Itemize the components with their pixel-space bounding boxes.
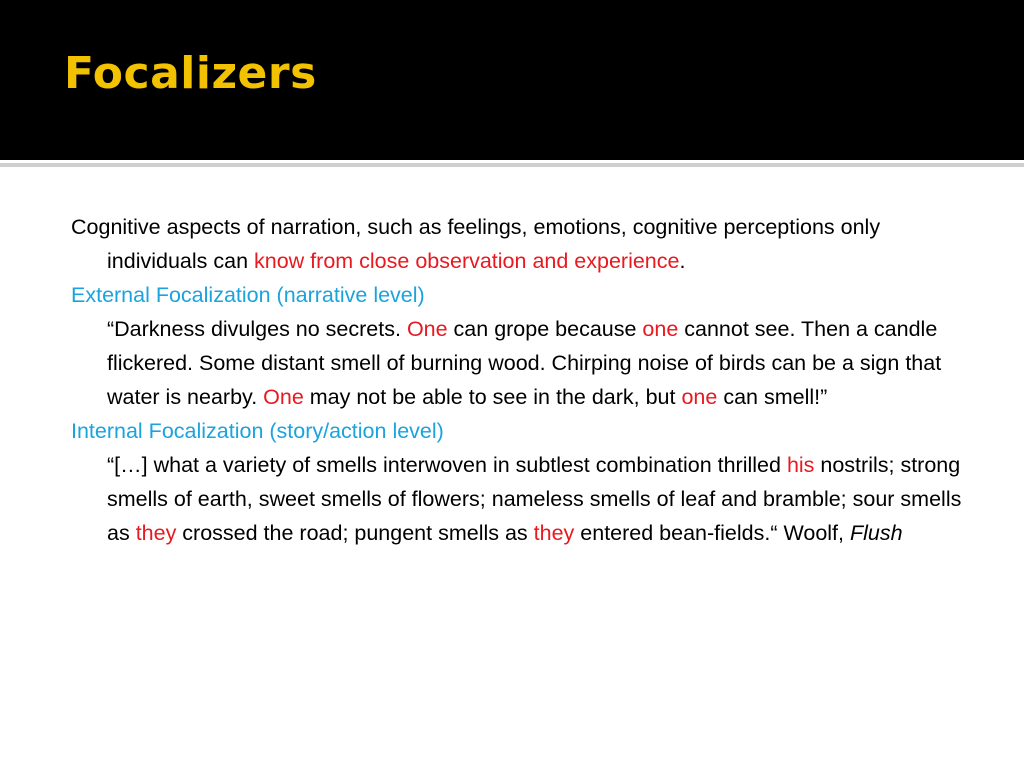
quote-highlight: One: [263, 385, 304, 409]
quote-text: can grope because: [447, 317, 643, 341]
book-title: Flush: [849, 521, 903, 545]
quote-text: cannot see. Then a candle flickered. Some distant smell of burning wood. Chirping noise of birds can be a sign that water is nearby.: [107, 317, 942, 409]
quote-text: nostrils; strong smells of earth, sweet smells of flowers; nameless smells of leaf and bramble; sour smells as: [107, 453, 962, 545]
slide-title: Focalizers: [64, 48, 317, 99]
quote-text: entered bean-fields.“ Woolf,: [574, 521, 850, 545]
intro-highlight: know from close observation and experience: [254, 249, 680, 273]
external-focalization-quote: [71, 312, 971, 414]
quote-text: “Darkness divulges no secrets.: [107, 317, 407, 341]
quote-highlight: one: [642, 317, 679, 341]
internal-focalization-quote: [71, 448, 971, 550]
intro-text: Cognitive aspects of narration, such as feelings, emotions, cognitive perceptions only individuals can: [71, 215, 881, 273]
quote-text: can smell!”: [717, 385, 828, 409]
quote-highlight: they: [135, 521, 177, 545]
quote-highlight: his: [786, 453, 815, 477]
quote-text: may not be able to see in the dark, but: [303, 385, 682, 409]
intro-paragraph: [71, 210, 971, 278]
intro-end: .: [679, 249, 686, 273]
external-focalization-heading: External Focalization (narrative level): [71, 283, 425, 307]
quote-highlight: One: [406, 317, 448, 341]
quote-text: crossed the road; pungent smells as: [176, 521, 534, 545]
quote-highlight: one: [681, 385, 718, 409]
title-divider: [0, 163, 1024, 167]
quote-text: “[…] what a variety of smells interwoven in subtlest combination thrilled: [107, 453, 787, 477]
internal-focalization-heading: Internal Focalization (story/action level): [71, 419, 444, 443]
quote-highlight: they: [533, 521, 575, 545]
slide-body: [71, 210, 971, 550]
